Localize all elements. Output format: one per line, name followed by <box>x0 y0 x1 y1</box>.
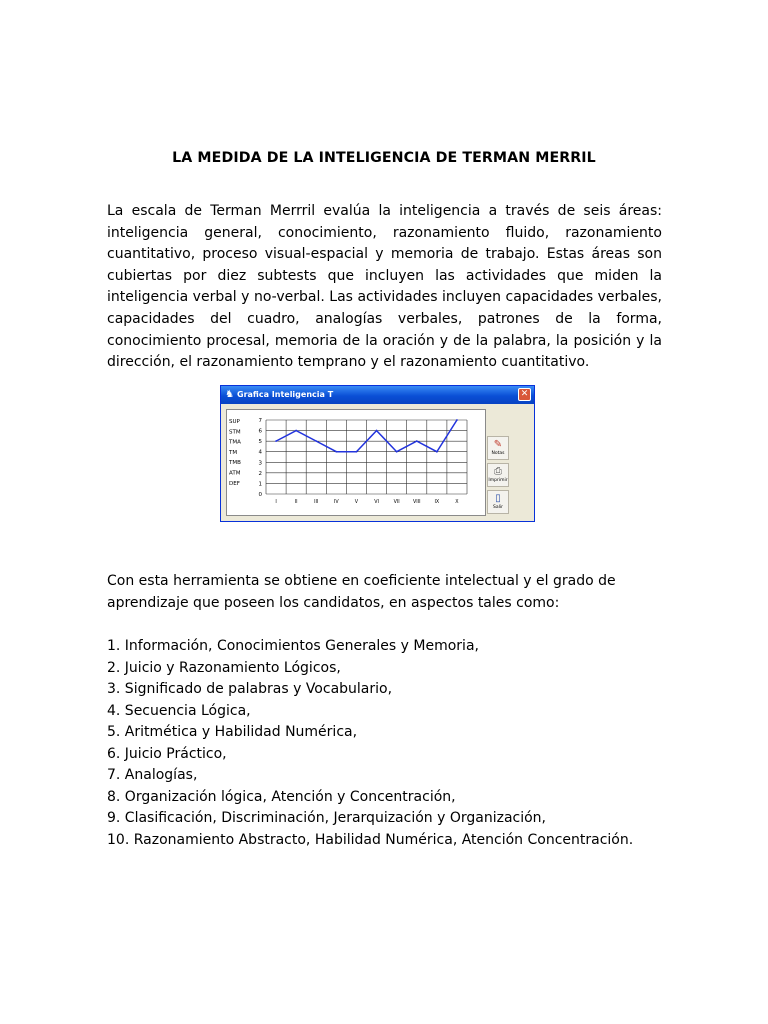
notes-button[interactable] <box>487 436 509 460</box>
data-point <box>275 440 277 442</box>
x-tick-label: VIII <box>412 500 421 505</box>
x-tick-label: III <box>314 500 319 505</box>
y-category-label: STM <box>229 429 241 436</box>
data-point <box>356 451 358 453</box>
paragraph-2: Con esta herramienta se obtiene en coeficiente intelectual y el grado de aprendizaje que poseen los candidatos, en aspectos tales como: <box>107 573 616 611</box>
data-point <box>456 419 458 421</box>
y-tick-label: 6 <box>258 428 262 435</box>
data-point <box>436 451 438 453</box>
data-point <box>416 440 418 442</box>
y-category-label: DEF <box>229 480 240 487</box>
y-tick-label: 1 <box>258 481 262 488</box>
list-item: 10. Razonamiento Abstracto, Habilidad Numérica, Atención Concentración. <box>107 831 634 848</box>
x-tick-label: IX <box>434 500 440 505</box>
x-tick-label: II <box>294 500 298 505</box>
exit-door-icon: ▯ <box>495 493 501 504</box>
y-tick-label: 2 <box>258 470 262 477</box>
x-tick-label: IV <box>333 500 339 505</box>
chart-panel <box>226 409 486 516</box>
y-category-label: TMA <box>229 439 241 446</box>
x-tick-label: VII <box>393 500 400 505</box>
y-tick-label: 3 <box>258 460 262 467</box>
data-point <box>376 430 378 432</box>
y-tick-label: 4 <box>258 449 262 456</box>
exit-label: Salir <box>493 505 503 510</box>
y-tick-label: 5 <box>258 439 262 446</box>
window-titlebar[interactable] <box>221 386 534 404</box>
list-item: 1. Información, Conocimientos Generales y Memoria, <box>107 638 479 654</box>
list-item: 3. Significado de palabras y Vocabulario, <box>107 681 393 697</box>
app-icon: ♞ <box>225 389 234 400</box>
aspects-list <box>107 636 707 851</box>
data-point <box>335 451 337 453</box>
exit-button[interactable] <box>487 490 509 514</box>
printer-icon: ⎙ <box>494 466 502 477</box>
y-tick-label: 7 <box>258 418 262 424</box>
print-button[interactable] <box>487 463 509 487</box>
intro-paragraph: La escala de Terman Merrril evalúa la inteligencia a través de seis áreas: inteligencia general, conocimiento, razonamiento fluido, razonamiento cuantitativo, proceso visual-espacial y memoria de trabajo. Estas áreas son cubiertas por diez subtests que incluyen las actividades que miden la inteligencia verbal y no-verbal. Las actividades incluyen capacidades verbales, capacidades del cuadro, analogías verbales, patrones de la forma, conocimiento procesal, memoria de la oración y de la palabra, la posición y la dirección, el razonamiento temprano y el razonamiento cuantitativo. <box>107 203 662 371</box>
close-button[interactable]: ✕ <box>518 388 531 401</box>
x-tick-label: V <box>354 500 359 505</box>
y-tick-label: 0 <box>258 492 262 498</box>
line-chart <box>227 410 485 515</box>
y-category-label: TM <box>229 449 238 456</box>
x-tick-label: VI <box>374 500 379 505</box>
list-item: 7. Analogías, <box>107 767 198 783</box>
list-item: 9. Clasificación, Discriminación, Jerarquización y Organización, <box>107 810 547 826</box>
data-point <box>315 440 317 442</box>
chart-window <box>220 385 535 522</box>
notes-icon: ✎ <box>493 439 503 450</box>
list-item: 6. Juicio Práctico, <box>107 745 227 762</box>
document-title: LA MEDIDA DE LA INTELIGENCIA DE TERMAN MERRIL <box>172 150 596 166</box>
window-title: Grafica Inteligencia T <box>237 390 334 399</box>
list-item: 4. Secuencia Lógica, <box>107 702 251 719</box>
data-point <box>295 430 297 432</box>
x-tick-label: I <box>275 500 277 505</box>
list-item: 2. Juicio y Razonamiento Lógicos, <box>107 659 341 676</box>
notes-label: Notas <box>491 451 505 456</box>
list-item: 8. Organización lógica, Atención y Concentración, <box>107 788 456 805</box>
y-category-label: SUP <box>229 419 240 425</box>
list-item: 5. Aritmética y Habilidad Numérica, <box>107 724 358 740</box>
y-category-label: TMB <box>229 460 241 467</box>
x-tick-label: X <box>455 500 459 505</box>
print-label: Imprimir <box>488 478 508 483</box>
y-category-label: ATM <box>229 470 241 477</box>
data-point <box>396 451 398 453</box>
